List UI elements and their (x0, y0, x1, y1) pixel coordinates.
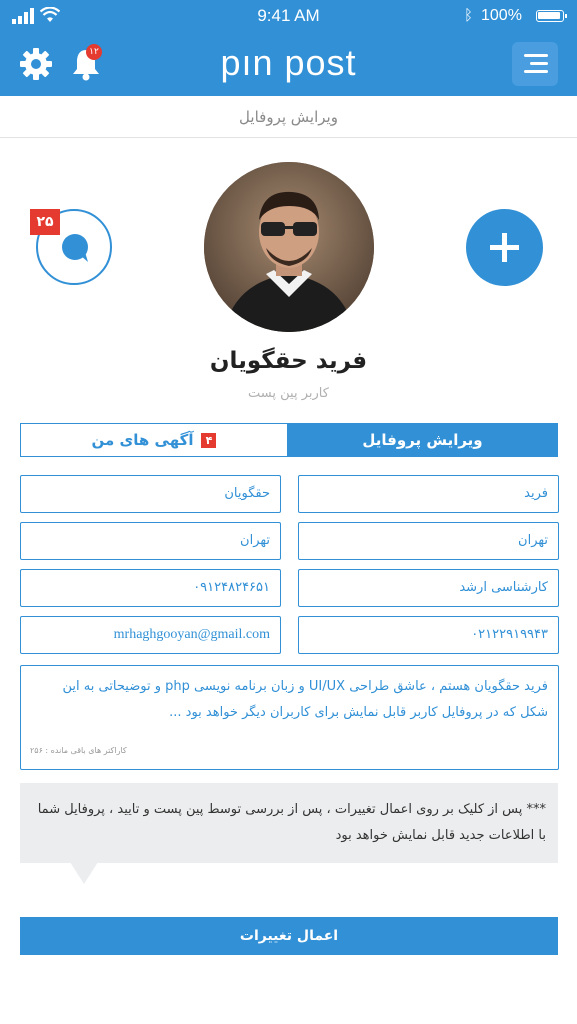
plus-icon (466, 209, 543, 286)
phone-field[interactable]: ۰۲۱۲۲۹۱۹۹۴۳ (298, 616, 559, 654)
add-button[interactable] (466, 209, 543, 286)
bio-char-counter: کاراکتر های باقی مانده : ۲۵۶ (30, 746, 127, 755)
tab-edit-profile[interactable]: ویرایش پروفایل (287, 424, 558, 456)
page-title: ویرایش پروفایل (0, 96, 577, 138)
notification-badge: ۱۲ (86, 44, 102, 60)
province-field[interactable]: تهران (20, 522, 281, 560)
apply-changes-button[interactable]: اعمال تغییرات (20, 917, 558, 955)
battery-icon (536, 10, 564, 22)
app-logo: pın post (220, 42, 357, 83)
info-note-text: *** پس از کلیک بر روی اعمال تغییرات ، پس از بررسی توسط پین پست و تایید ، پروفایل شما با اطلاعات جدید قابل نمایش خواهد بود (37, 802, 546, 843)
first-name-field[interactable]: فرید (298, 475, 559, 513)
app-header (0, 32, 577, 96)
battery-percent: 100% (481, 7, 522, 24)
status-bar (0, 0, 577, 32)
messages-badge: ۲۵ (30, 209, 60, 235)
profile-name: فرید حقگویان (209, 348, 368, 374)
city-field[interactable]: تهران (298, 522, 559, 560)
tab-my-ads[interactable] (21, 424, 287, 456)
education-field[interactable]: کارشناسی ارشد (298, 569, 559, 607)
last-name-field[interactable]: حقگویان (20, 475, 281, 513)
my-ads-count-badge: ۴ (201, 433, 216, 448)
status-time: 9:41 AM (257, 6, 320, 25)
profile-role: کاربر پین پست (248, 386, 329, 401)
tab-my-ads-label: آگهی های من (91, 431, 194, 449)
mobile-field[interactable]: ۰۹۱۲۴۸۲۴۶۵۱ (20, 569, 281, 607)
avatar[interactable] (204, 162, 374, 332)
bio-text: فرید حقگویان هستم ، عاشق طراحی UI/UX و زبان برنامه نویسی php و توضیحاتی به این شکل که در پروفایل کاربر قابل نمایش برای کاربران دیگر خواهد بود ... (62, 679, 548, 720)
hamburger-menu-icon[interactable] (512, 42, 558, 86)
note-pointer (70, 862, 98, 884)
avatar-photo (204, 162, 374, 332)
email-field[interactable]: mrhaghgooyan@gmail.com (20, 616, 281, 654)
profile-tabs (20, 423, 558, 457)
info-note (20, 783, 558, 863)
bluetooth-icon: ᛒ (464, 7, 474, 24)
